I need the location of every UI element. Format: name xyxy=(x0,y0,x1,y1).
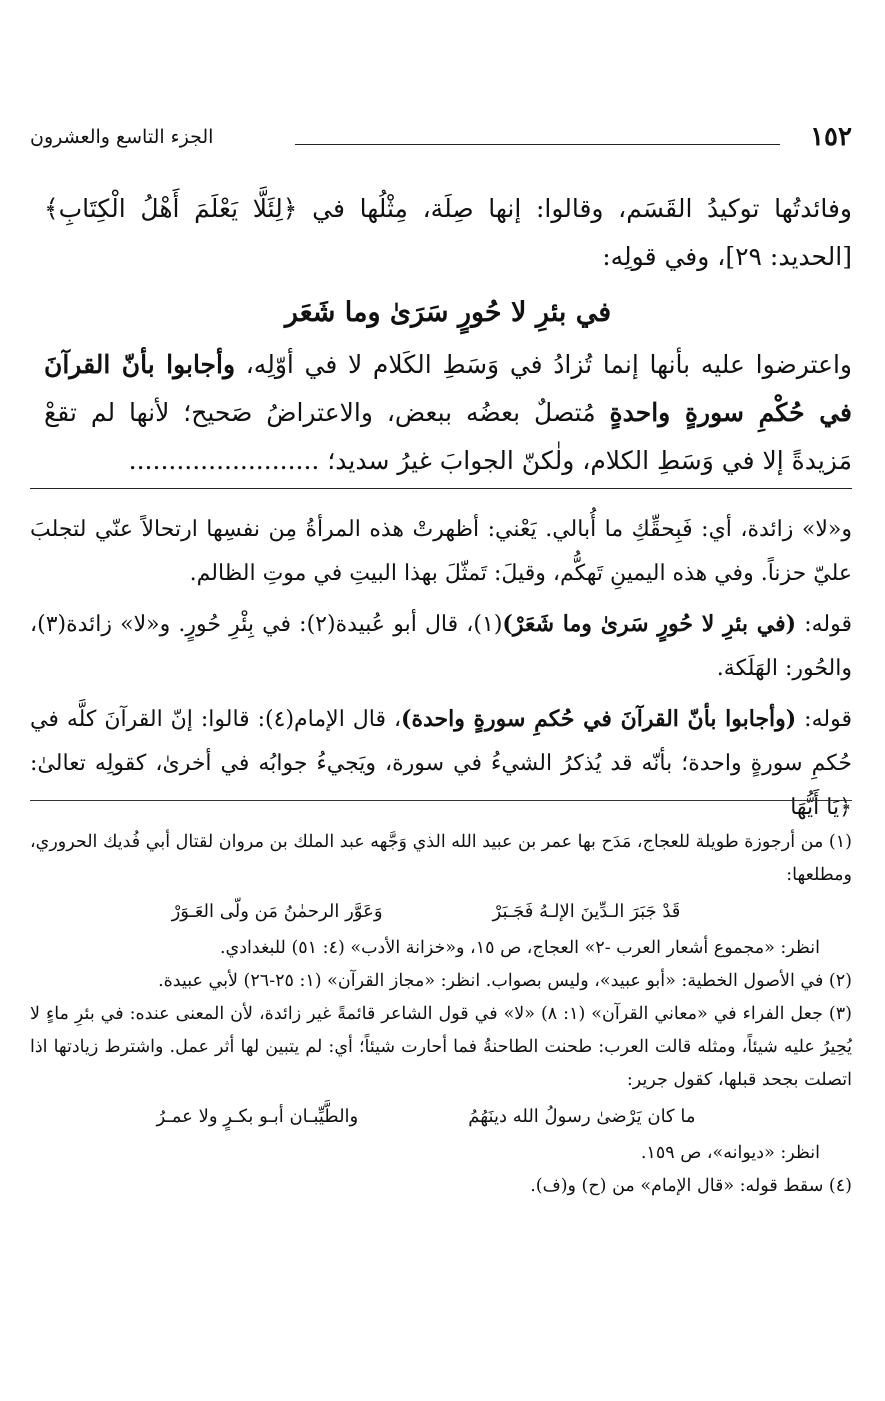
commentary-paragraph-2 xyxy=(30,602,852,691)
commentary-paragraph-3 xyxy=(30,697,852,830)
main-paragraph-2 xyxy=(44,341,852,485)
continuation-dots: ........................ xyxy=(128,446,320,475)
commentary-section xyxy=(30,508,852,836)
footnote-1-verse-first-hemistich: قَدْ جَبَرَ الـدِّينَ الإلـهُ فَجَـبَرْ xyxy=(492,901,681,922)
footnote-1-verse-second-hemistich: وَعَوَّر الرحمٰنُ مَن ولّى العَـوَرْ xyxy=(171,901,383,922)
footnote-3-verse-first-hemistich: ما كان يَرْضىٰ رسولُ الله دينَهُمُ xyxy=(468,1106,696,1127)
commentary-3-lemma: (وأجابوا بأنّ القرآنَ في حُكمِ سورةٍ واحدة) xyxy=(401,706,797,732)
footnote-3: (٣) جعل الفراء في «معاني القرآن» (١: ٨) «لا» في قول الشاعر قائمةً غير زائدة، لأن المعنى عنده: في بئرِ ماءٍ لا يُحِيرُ عليه شيئاً، ومثله قالت العرب: طحنت الطاحنةُ فما أحارت شيئاً؛ أي: لم يتبين لها أثر عمل. واشترط زيادتها اذا اتصلت بجحد قبلها، كقول جرير: xyxy=(30,1004,852,1090)
main-text xyxy=(44,185,852,485)
running-title: الجزء التاسع والعشرون xyxy=(30,126,214,148)
main-paragraph-1: وفائدتُها توكيدُ القَسَم، وقالوا: إنها صِلَة، مِثْلُها في ﴿لِئَلَّا يَعْلَمَ أَهْلُ الْكِتَابِ﴾ [الحديد: ٢٩]، وفي قولِه: xyxy=(44,194,852,271)
footnotes-section xyxy=(30,826,852,1203)
page-number: ١٥٢ xyxy=(810,122,852,152)
commentary-2-body: (١)، قال أبو عُبيدة(٢): في بِئْرِ حُورٍ. و«لا» زائدة(٣)، والحُور: الهَلَكة. xyxy=(30,612,852,681)
page-header xyxy=(30,122,852,160)
footnote-3-verse-second-hemistich: والطَّيِّبـان أبـو بكـرٍ ولا عمـرُ xyxy=(156,1106,359,1127)
footnote-4: (٤) سقط قوله: «قال الإمام» من (ح) و(ف). xyxy=(530,1176,852,1196)
footnote-1-reference: انظر: «مجموع أشعار العرب -٢» العجاج، ص ١٥، و«خزانة الأدب» (٤: ٥١) للبغدادي. xyxy=(219,938,820,958)
footnote-2: (٢) في الأصول الخطية: «أبو عبيد»، وليس بصواب. انظر: «مجاز القرآن» (١: ٢٥-٢٦) لأبي عبيدة. xyxy=(158,971,852,991)
text-commentary-separator xyxy=(30,488,852,489)
commentary-2-lemma: (في بئرِ لا حُورٍ سَرىٰ وما شَعَرْ) xyxy=(502,611,797,637)
footnote-separator xyxy=(30,800,852,801)
footnote-1-verse xyxy=(30,892,852,932)
header-rule xyxy=(295,144,780,145)
commentary-3-body: ، قال الإمام(٤): قالوا: إنّ القرآنَ كلَّه في حُكمِ سورةٍ واحدة؛ بأنّه قد يُذكرُ الشيءُ في سورة، ويَجيءُ جوابُه في أخرىٰ، كقولِه تعالىٰ: ﴿يَا أَيُّهَا xyxy=(30,707,852,820)
main-paragraph-2-highlight: وأجابوا بأنّ القرآنَ في حُكْمِ سورةٍ واحدةٍ xyxy=(44,350,852,427)
commentary-paragraph-1: و«لا» زائدة، أي: فَبِحقِّكِ ما أُبالي. يَعْني: أظهرتْ هذه المرأةُ مِن نفسِها ارتحالاً عنّي لتجلبَ عليّ حزناً. وفي هذه اليمينِ تَهكُّم، وقيلَ: تَمثّلَ بهذا البيتِ في موتِ الظالم. xyxy=(30,517,852,586)
main-paragraph-2-end: مُتصلٌ بعضُه ببعض، والاعتراضُ صَحيح؛ لأنها لم تقعْ مَزيدةً إلا في وَسَطِ الكلام، ولٰكنّ الجوابَ غيرُ سديد؛ xyxy=(44,398,852,475)
main-paragraph-2-start: واعترضوا عليه بأنها إنما تُزادُ في وَسَطِ الكَلام لا في أوّلِه، xyxy=(235,350,853,379)
poetry-verse: في بئرِ لا حُورٍ سَرَىٰ وما شَعَر xyxy=(284,297,612,328)
commentary-3-lead: قوله: xyxy=(796,707,852,732)
footnote-3-verse xyxy=(30,1097,852,1137)
footnote-3-reference: انظر: «ديوانه»، ص ١٥٩. xyxy=(640,1143,820,1163)
footnote-1: (١) من أرجوزة طويلة للعجاج، مَدَح بها عمر بن عبيد الله الذي وَجَّهه عبد الملك بن مروان لقتال أبي فُديك الحروري، ومطلعها: xyxy=(30,832,852,885)
commentary-2-lead: قوله: xyxy=(796,612,852,637)
